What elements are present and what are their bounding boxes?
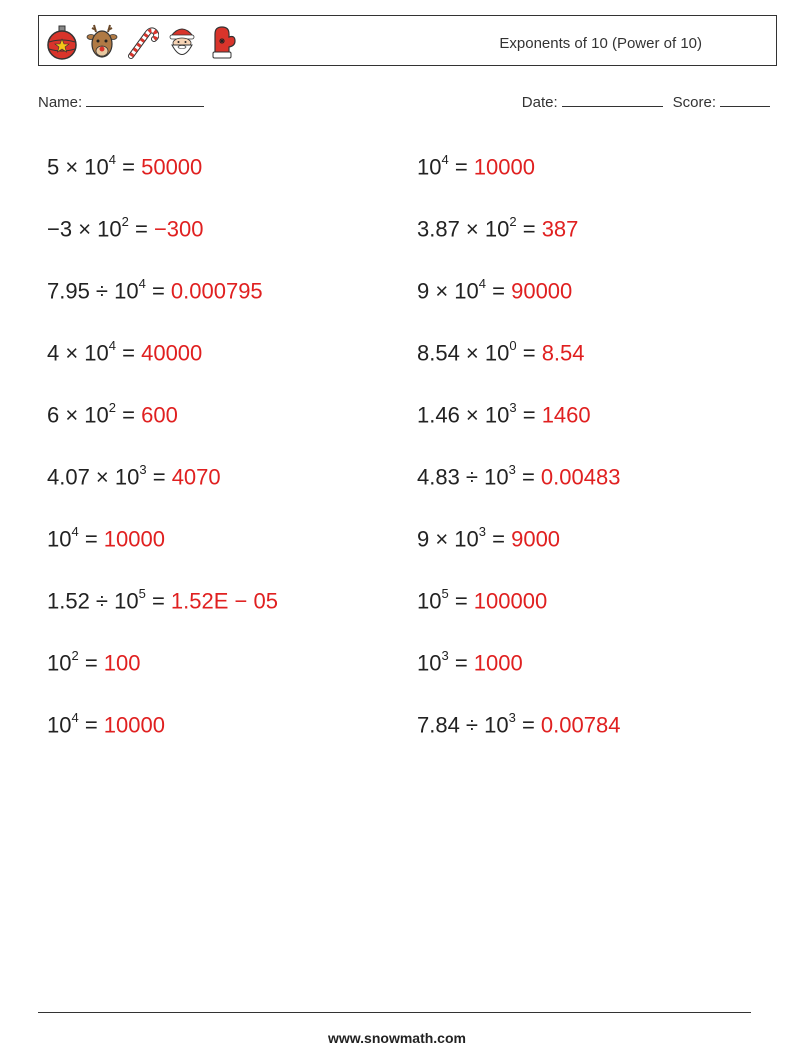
problem-answer: 8.54 xyxy=(541,340,585,366)
problem-expression: 1.46 × 10 xyxy=(417,402,510,428)
problem-answer: 10000 xyxy=(103,526,165,552)
problem-equals: = xyxy=(128,216,154,242)
problem-equals: = xyxy=(145,588,171,614)
problem-exponent: 4 xyxy=(441,152,449,167)
problem-answer: 100000 xyxy=(473,588,548,614)
problem-expression: 8.54 × 10 xyxy=(417,340,510,366)
problem-item xyxy=(47,520,165,553)
problem-item xyxy=(47,706,165,739)
problem-expression: 6 × 10 xyxy=(47,402,109,428)
problem-answer: 600 xyxy=(141,402,178,428)
problem-expression: 10 xyxy=(417,588,442,614)
problem-item xyxy=(417,582,547,615)
problem-item xyxy=(417,272,572,305)
problem-expression: 7.84 ÷ 10 xyxy=(417,712,509,738)
problem-exponent: 3 xyxy=(508,462,516,477)
problem-answer: 10000 xyxy=(473,154,535,180)
problem-item xyxy=(417,458,620,491)
problem-exponent: 4 xyxy=(108,152,117,167)
problem-exponent: 2 xyxy=(108,400,117,415)
problem-equals: = xyxy=(78,712,104,738)
problem-answer: 40000 xyxy=(141,340,203,366)
problem-item xyxy=(47,148,202,181)
problem-expression: 10 xyxy=(417,154,442,180)
problem-item xyxy=(47,334,202,367)
problem-exponent: 2 xyxy=(121,214,129,229)
problem-exponent: 3 xyxy=(441,648,449,663)
reindeer-icon xyxy=(85,22,119,62)
footer-divider xyxy=(38,1012,751,1013)
problem-exponent: 2 xyxy=(509,214,517,229)
problem-expression: 3.87 × 10 xyxy=(417,216,510,242)
problem-exponent: 5 xyxy=(138,586,146,601)
problem-equals: = xyxy=(515,464,541,490)
problem-equals: = xyxy=(146,464,172,490)
problem-answer: 0.00483 xyxy=(540,464,621,490)
problem-answer: −300 xyxy=(153,216,204,242)
problem-equals: = xyxy=(116,402,142,428)
problem-equals: = xyxy=(486,278,512,304)
problem-expression: 1.52 ÷ 10 xyxy=(47,588,139,614)
problem-expression: 9 × 10 xyxy=(417,526,479,552)
problem-expression: 4.83 ÷ 10 xyxy=(417,464,509,490)
problem-expression: 10 xyxy=(47,650,72,676)
problem-exponent: 5 xyxy=(441,586,449,601)
problem-expression: 4 × 10 xyxy=(47,340,109,366)
footer-website: www.snowmath.com xyxy=(328,1030,466,1046)
mitten-icon xyxy=(205,22,239,62)
problem-item xyxy=(47,458,221,491)
problem-item xyxy=(47,396,178,429)
problem-answer: 1460 xyxy=(541,402,591,428)
problem-exponent: 3 xyxy=(508,710,516,725)
problem-answer: 1000 xyxy=(473,650,523,676)
problem-exponent: 2 xyxy=(71,648,79,663)
problem-equals: = xyxy=(516,340,542,366)
problem-item xyxy=(417,520,560,553)
problem-expression: 10 xyxy=(47,526,72,552)
problem-equals: = xyxy=(515,712,541,738)
problem-answer: 0.000795 xyxy=(170,278,263,304)
problem-item xyxy=(417,706,620,739)
problem-equals: = xyxy=(448,650,474,676)
problem-equals: = xyxy=(516,402,542,428)
name-line xyxy=(86,92,204,107)
problem-exponent: 3 xyxy=(509,400,517,415)
score-line xyxy=(720,92,770,107)
icon-strip xyxy=(45,22,239,62)
problem-item xyxy=(417,334,585,367)
problem-equals: = xyxy=(116,154,142,180)
problem-equals: = xyxy=(448,588,474,614)
candy-cane-icon xyxy=(125,22,159,62)
date-line xyxy=(562,92,663,107)
problem-equals: = xyxy=(116,340,142,366)
problem-exponent: 4 xyxy=(71,524,79,539)
problem-equals: = xyxy=(145,278,171,304)
problem-answer: 4070 xyxy=(171,464,221,490)
worksheet-title: Exponents of 10 (Power of 10) xyxy=(499,35,702,52)
problem-answer: 10000 xyxy=(103,712,165,738)
score-label: Score: xyxy=(672,94,716,111)
problem-expression: 5 × 10 xyxy=(47,154,109,180)
date-label: Date: xyxy=(521,94,558,111)
problem-answer: 387 xyxy=(541,216,579,242)
problem-expression: 9 × 10 xyxy=(417,278,479,304)
header-box xyxy=(38,15,777,66)
problem-item xyxy=(47,582,278,615)
problem-exponent: 4 xyxy=(478,276,487,291)
problem-item xyxy=(47,210,204,243)
problem-answer: 90000 xyxy=(511,278,573,304)
problem-answer: 0.00784 xyxy=(540,712,621,738)
ornament-icon xyxy=(45,22,79,62)
problem-exponent: 0 xyxy=(509,338,517,353)
problem-answer: 50000 xyxy=(141,154,203,180)
date-score-field xyxy=(522,92,770,111)
problem-answer: 100 xyxy=(103,650,141,676)
problem-item xyxy=(417,396,591,429)
problem-expression: 10 xyxy=(47,712,72,738)
problem-exponent: 3 xyxy=(139,462,147,477)
name-field xyxy=(38,92,204,111)
problem-exponent: 4 xyxy=(138,276,146,291)
problem-equals: = xyxy=(448,154,474,180)
problem-answer: 1.52E − 05 xyxy=(170,588,278,614)
problem-exponent: 4 xyxy=(108,338,117,353)
problem-exponent: 4 xyxy=(71,710,79,725)
name-label: Name: xyxy=(38,94,83,111)
problem-item xyxy=(417,210,578,243)
problem-equals: = xyxy=(78,650,104,676)
problem-expression: 10 xyxy=(417,650,442,676)
problem-exponent: 3 xyxy=(478,524,487,539)
problem-equals: = xyxy=(486,526,512,552)
problem-equals: = xyxy=(516,216,542,242)
problem-expression: 7.95 ÷ 10 xyxy=(47,278,139,304)
problem-item xyxy=(417,644,523,677)
problem-expression: −3 × 10 xyxy=(47,216,122,242)
problem-item xyxy=(417,148,535,181)
problem-item xyxy=(47,644,141,677)
problem-answer: 9000 xyxy=(511,526,561,552)
problem-item xyxy=(47,272,263,305)
problem-expression: 4.07 × 10 xyxy=(47,464,140,490)
santa-icon xyxy=(165,22,199,62)
problem-equals: = xyxy=(78,526,104,552)
